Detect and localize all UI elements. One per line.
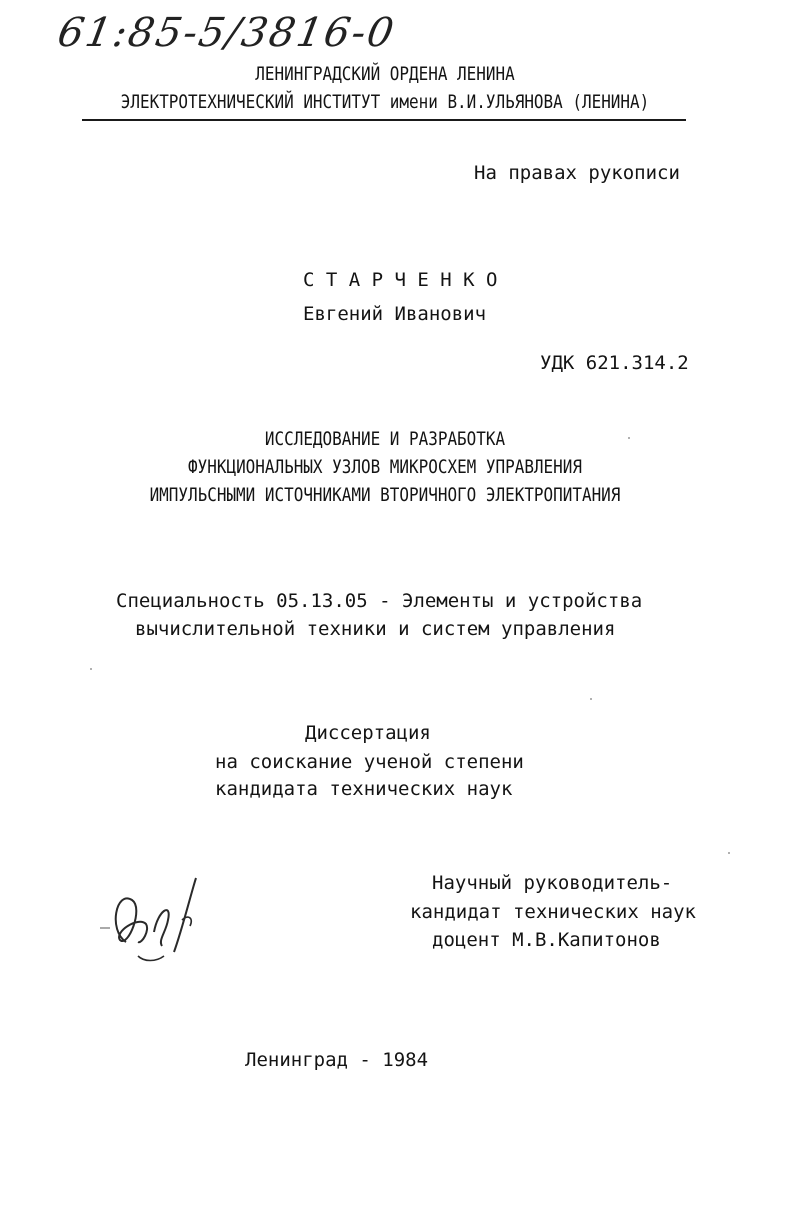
author-given-names: Евгений Иванович (303, 303, 487, 325)
supervisor-line-2: кандидат технических наук (410, 901, 696, 923)
scan-speck (628, 437, 630, 439)
title-line-2: ФУНКЦИОНАЛЬНЫХ УЗЛОВ МИКРОСХЕМ УПРАВЛЕНИЯ (188, 456, 582, 478)
place-and-year: Ленинград - 1984 (245, 1049, 429, 1071)
title-line-1: ИССЛЕДОВАНИЕ И РАЗРАБОТКА (264, 428, 506, 450)
rights-note: На правах рукописи (474, 162, 680, 184)
title-line-3: ИМПУЛЬСНЫМИ ИСТОЧНИКАМИ ВТОРИЧНОГО ЭЛЕКТРОПИТАНИЯ (149, 484, 621, 506)
scan-speck (90, 668, 92, 670)
scan-speck (728, 852, 730, 854)
header-divider (82, 119, 686, 121)
supervisor-line-3: доцент М.В.Капитонов (432, 929, 661, 951)
author-surname: С Т А Р Ч Е Н К О (303, 269, 498, 291)
institute-line-2: ЭЛЕКТРОТЕХНИЧЕСКИЙ ИНСТИТУТ имени В.И.УЛЬЯНОВА (ЛЕНИНА) (120, 91, 650, 113)
dissertation-line-1: Диссертация (305, 722, 431, 744)
institute-line-1: ЛЕНИНГРАДСКИЙ ОРДЕНА ЛЕНИНА (255, 63, 515, 85)
dissertation-line-3: кандидата технических наук (215, 778, 513, 800)
supervisor-line-1: Научный руководитель- (432, 872, 673, 894)
specialty-line-1: Специальность 05.13.05 - Элементы и устройства (116, 590, 643, 612)
specialty-line-2: вычислительной техники и систем управления (135, 618, 616, 640)
signature-mark (98, 870, 208, 970)
archive-code-handwritten: 61:85-5/3816-0 (54, 10, 399, 56)
dissertation-line-2: на соискание ученой степени (215, 751, 524, 773)
scan-speck (590, 698, 592, 700)
udc-code: УДК 621.314.2 (540, 352, 689, 374)
